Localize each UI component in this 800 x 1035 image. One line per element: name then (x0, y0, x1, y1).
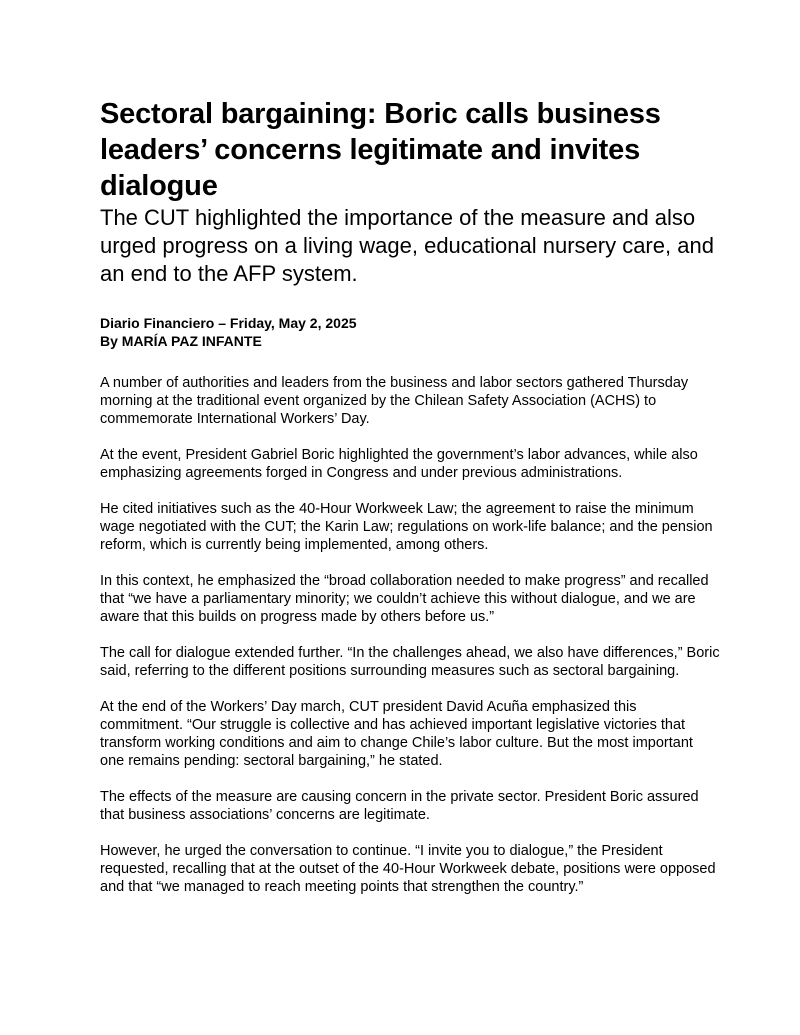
author-line: By MARÍA PAZ INFANTE (100, 333, 262, 349)
body-paragraph-4: In this context, he emphasized the “broad collaboration needed to make progress” and recalled that “we have a parliamentary minority; we couldn’t achieve this without dialogue, and we are aware that this builds on progress made by others before us.” (100, 573, 709, 625)
article-body (100, 374, 720, 896)
body-paragraph-5: The call for dialogue extended further. “In the challenges ahead, we also have differences,” Boric said, referring to the different positions surrounding measures such as sectoral bargaining. (100, 645, 720, 679)
article-page (100, 96, 720, 914)
body-paragraph-8: However, he urged the conversation to continue. “I invite you to dialogue,” the President requested, recalling that at the outset of the 40-Hour Workweek debate, positions were opposed and that “we managed to reach meeting points that strengthen the country.” (100, 843, 716, 895)
body-paragraph-1: A number of authorities and leaders from the business and labor sectors gathered Thursday morning at the traditional event organized by the Chilean Safety Association (ACHS) to commemorate International Workers’ Day. (100, 375, 689, 427)
body-paragraph-2: At the event, President Gabriel Boric highlighted the government’s labor advances, while also emphasizing agreements forged in Congress and under previous administrations. (100, 447, 698, 481)
body-paragraph-7: The effects of the measure are causing concern in the private sector. President Boric assured that business associations’ concerns are legitimate. (100, 789, 699, 823)
article-subheadline: The CUT highlighted the importance of the measure and also urged progress on a living wage, educational nursery care, and an end to the AFP system. (100, 205, 714, 286)
body-paragraph-3: He cited initiatives such as the 40-Hour Workweek Law; the agreement to raise the minimum wage negotiated with the CUT; the Karin Law; regulations on work-life balance; and the pension reform, which is currently being implemented, among others. (100, 501, 713, 553)
article-headline: Sectoral bargaining: Boric calls business leaders’ concerns legitimate and invites dialogue (100, 98, 661, 202)
source-date-line: Diario Financiero – Friday, May 2, 2025 (100, 315, 357, 331)
article-byline (100, 314, 720, 350)
body-paragraph-6: At the end of the Workers’ Day march, CUT president David Acuña emphasized this commitment. “Our struggle is collective and has achieved important legislative victories that transform working conditions and aim to change Chile’s labor culture. But the most important one remains pending: sectoral bargaining,” he stated. (100, 699, 693, 769)
